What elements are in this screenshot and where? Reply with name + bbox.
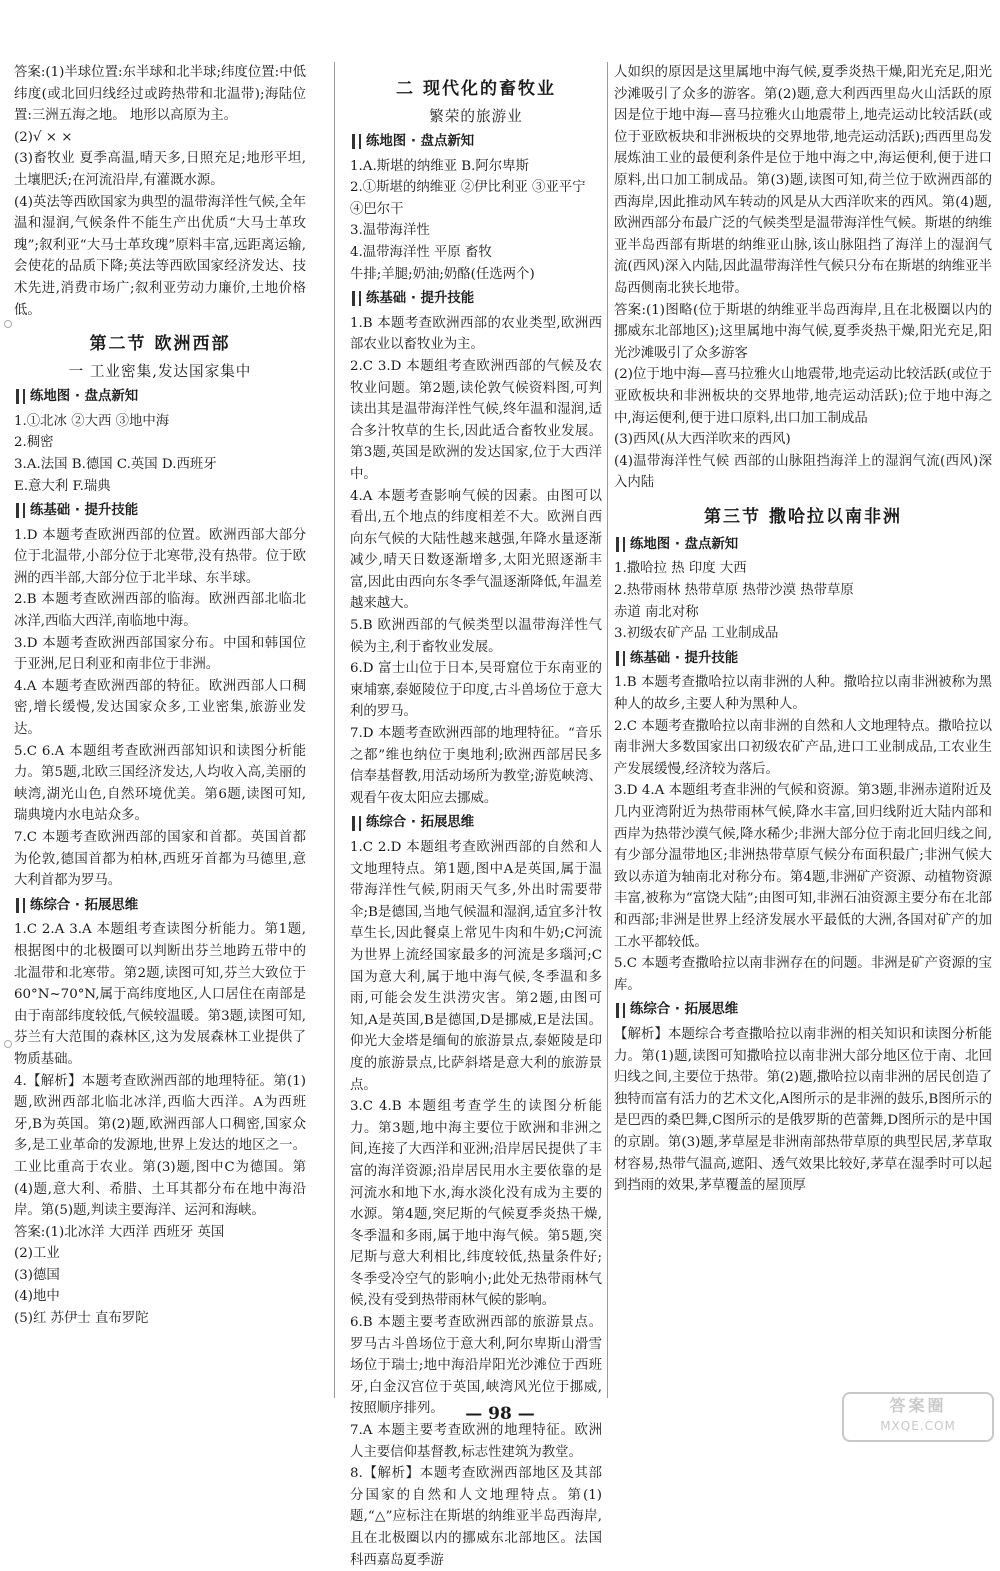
banner-label: 练地图 · 盘点新知 (366, 134, 475, 149)
text-line: 3.D 本题考查欧洲西部国家分布。中国和韩国位于亚洲,尼日利亚和南非位于非洲。 (14, 635, 306, 673)
text-line: 7.D 本题考查欧洲西部的地理特征。“音乐之都”维也纳位于奥地利;欧洲西部居民多信奉基督教,用活动场所为教堂;游览峡湾、观看午夜太阳应去挪威。 (350, 726, 602, 806)
banner-label: 练基础 · 提升技能 (630, 650, 739, 666)
text-line: (3)畜牧业 夏季高温,晴天多,日照充足;地形平坦,土壤肥沃;在河流沿岸,有灌溉水源。 (14, 151, 306, 188)
banner-basic-practice (14, 500, 306, 522)
watermark-text: 答案圈 (889, 1396, 947, 1415)
text-line: 赤道 南北对称 (614, 604, 699, 620)
text-line: 4.【解析】本题考查欧洲西部的地理特征。第(1)题,欧洲西部北临北冰洋,西临大西洋。A为西班牙,B为英国。第(2)题,欧洲西部人口稠密,国家众多,是工业革命的发源地,世界上发达的地区之一。工业比重高于农业。第(3)题,图中C为德国。第(4)题,意大利、希腊、土耳其都分布在地中海沿岸。第(5)题,判读主要海洋、运河和海峡。 (14, 1073, 306, 1219)
text-line: 2.热带雨林 热带草原 热带沙漠 热带草原 (614, 583, 854, 599)
basic-items (614, 672, 992, 996)
text-line: (2)位于地中海—喜马拉雅火山地震带,地壳运动比较活跃(或位于亚欧板块和非洲板块的交界地带,地壳运动活跃);位于地中海之中,海运便利,便于进口原料,出口加工制成品 (614, 367, 992, 426)
text-line: 5.C 本题考查撒哈拉以南非洲存在的问题。非洲是矿产资源的宝库。 (614, 956, 992, 993)
text-line: 3.初级农矿产品 工业制成品 (614, 626, 779, 642)
banner-map-practice (350, 131, 602, 153)
banner-label: 练基础 · 提升技能 (30, 503, 139, 519)
banner-basic-practice (614, 648, 992, 670)
text-line: 1.A.斯堪的纳维亚 B.阿尔卑斯 (350, 158, 529, 174)
text-line: 牛排;羊腿;奶油;奶酪(任选两个) (350, 266, 535, 282)
map-items (14, 411, 306, 497)
watermark-url: MXQE.COM (880, 1419, 956, 1433)
answer-block (14, 62, 306, 321)
text-line: 2.C 3.D 本题组考查欧洲西部的气候及农牧业问题。第2题,读伦敦气候资料图,可判读出其是温带海洋性气候,终年温和湿润,适合多汁牧草的生长,因此适合畜牧业发展。第3题,英国是欧洲的发达国家,位于大西洋中。 (350, 358, 602, 482)
text-line: 3.C 4.B 本题组考查学生的读图分析能力。第3题,地中海主要位于欧洲和非洲之间,连接了大西洋和亚洲;沿岸居民提供了丰富的海洋资源;沿岸居民用水主要依靠的是河流水和地下水,海水淡化没有成为主要的水源。第4题,突尼斯的气候夏季炎热干燥,冬季温和多雨,属于地中海气候。第5题,突尼斯与意大利相比,纬度较低,热量条件好;冬季受冷空气的影响小;此处无热带雨林气候,没有受到热带雨林气候的影响。 (350, 1099, 602, 1309)
text-line: 1.C 2.D 本题组考查欧洲西部的自然和人文地理特点。第1题,图中A是英国,属于温带海洋性气候,阴雨天气多,外出时需要带伞;B是德国,当地气候温和湿润,适宜多汁牧草生长,因此餐桌上常见牛肉和牛奶;C河流为世界上流经国家最多的河流是多瑙河;C国为意大利,属于地中海气候,冬季温和多雨,可能会发生洪涝灾害。第2题,由图可知,A是英国,B是德国,D是挪威,E是法国。仰光大金塔是缅甸的旅游景点,泰姬陵是印度的旅游景点,比萨斜塔是意大利的旅游景点。 (350, 840, 602, 1093)
text-line: 3.D 4.A 本题组考查非洲的气候和资源。第3题,非洲赤道附近及几内亚湾附近为热带雨林气候,降水丰富,回归线附近大陆内部和西岸为热带沙漠气候,降水稀少;非洲大部分位于南北回归线之间,有少部分温带地区;非洲热带草原气候分布面积最广;非洲气候大致以赤道为轴南北对称分布。第4题,非洲矿产资源、动植物资源丰富,被称为“富饶大陆”;由图可知,非洲石油资源主要分布在北部和西部;非洲是世界上经济发展水平最低的大洲,各国对矿产的加工水平都较低。 (614, 783, 992, 950)
banner-comprehensive-practice (350, 812, 602, 834)
watermark-logo (842, 1392, 994, 1442)
banner-comprehensive-practice (14, 895, 306, 917)
text-line: 4.温带海洋性 平原 畜牧 (350, 244, 492, 260)
text-line: 1.①北冰 ②大西 ③地中海 (14, 413, 170, 429)
page-number: — 98 — (465, 1404, 535, 1424)
text-line: 答案:(1)图略(位于斯堪的纳维亚半岛西海岸,且在北极圈以内的挪威东北部地区);这里属地中海气候,夏季炎热干燥,阳光充足,阳光沙滩吸引了众多游客 (614, 302, 992, 361)
text-line: 4.A 本题考查欧洲西部的特征。欧洲西部人口稠密,增长缓慢,发达国家众多,工业密集,旅游业发达。 (14, 678, 306, 738)
banner-label: 练综合 · 拓展思维 (30, 897, 139, 913)
text-line: (4)地中 (14, 1289, 60, 1305)
text-line: 4.A 本题考查影响气候的因素。由图可以看出,五个地点的纬度相差不大。欧洲自西向东气候的大陆性越来越强,年降水量逐渐减少,晴天日数逐渐增多,太阳光照逐渐丰富,因此由西向东冬季气温逐渐降低,年温差越来越大。 (350, 488, 602, 612)
text-line: (4)英法等西欧国家为典型的温带海洋性气候,全年温和湿润,气候条件不能生产出优质“大马士革玫瑰”;叙利亚“大马士革玫瑰”原料丰富,远距离运输,会使花的品质下降;英法等西欧国家经济发达、技术先进,消费市场广;叙利亚劳动力廉价,土地价格低。 (14, 194, 306, 318)
text-line: (2)√ × × (14, 129, 73, 145)
text-line: (2)工业 (14, 1246, 60, 1262)
banner-label: 练综合 · 拓展思维 (366, 815, 475, 831)
text-line: 2.①斯堪的纳维亚 ②伊比利亚 ③亚平宁 (350, 180, 586, 196)
text-line: 2.稠密 (14, 435, 54, 451)
text-line: 7.C 本题考查欧洲西部的国家和首都。英国首都为伦敦,德国首都为柏林,西班牙首都为马德里,意大利首都为罗马。 (14, 830, 306, 889)
subsection-title: 一 工业密集,发达国家集中 (68, 363, 252, 381)
text-line: E.意大利 F.瑞典 (14, 478, 111, 494)
basic-items (350, 313, 602, 810)
section-title: 第二节 欧洲西部 (89, 334, 231, 355)
text-line: 1.撒哈拉 热 印度 大西 (614, 561, 747, 577)
text-line: (3)德国 (14, 1267, 60, 1283)
text-line: ④巴尔干 (350, 201, 404, 217)
answer-block (14, 1222, 306, 1330)
text-line: 2.B 本题考查欧洲西部的临海。欧洲西部北临北冰洋,西临大西洋,南临地中海。 (14, 592, 306, 630)
column-divider-left (334, 62, 335, 1398)
text-line: 3.A.法国 B.德国 C.英国 D.西班牙 (14, 456, 217, 472)
text-line: 答案:(1)半球位置:东半球和北半球;纬度位置:中低纬度(或北回归线经过或跨热带和北温带);海陆位置:三洲五海之地。 地形以高原为主。 (14, 65, 306, 124)
banner-label: 练地图 · 盘点新知 (630, 536, 739, 552)
binding-hole-mark (4, 1040, 12, 1048)
text-line: (3)西风(从大西洋吹来的西风) (614, 432, 791, 448)
text-line: 1.D 本题考查欧洲西部的位置。欧洲西部大部分位于北温带,小部分位于北寒带,没有热带。位于欧洲的西半部,大部分位于北半球、东半球。 (14, 527, 306, 586)
text-line: 2.C 本题考查撒哈拉以南非洲的自然和人文地理特点。撒哈拉以南非洲大多数国家出口初级农矿产品,进口工业制成品,工农业生产发展缓慢,经济较为落后。 (614, 718, 992, 777)
column-2 (350, 62, 602, 1571)
banner-basic-practice (350, 288, 602, 310)
map-items (614, 558, 992, 644)
section-title: 二 现代化的畜牧业 (396, 79, 556, 99)
banner-label: 练地图 · 盘点新知 (30, 389, 139, 405)
text-line: 6.B 本题主要考查欧洲西部的旅游景点。罗马古斗兽场位于意大利,阿尔卑斯山滑雪场位于瑞士;地中海沿岸阳光沙滩位于西班牙,白金汉宫位于英国,峡湾风光位于挪威,按照顺序排列。 (350, 1315, 602, 1417)
binding-hole-mark (4, 320, 12, 328)
text-line: 人如织的原因是这里属地中海气候,夏季炎热干燥,阳光充足,阳光沙滩吸引了众多的游客。第(2)题,意大利西西里岛火山活跃的原因是位于地中海—喜马拉雅火山地震带上,地壳运动比较活跃(或位于亚欧板块和非洲板块的交界地带,地壳运动活跃);西西里岛发展炼油工业的最便利条件是位于地中海之中,海运便利,便于进口原料,出口加工制成品。第(3)题,读图可知,荷兰位于欧洲西部的西海岸,因此推动风车转动的风是从大西洋吹来的西风。第(4)题,欧洲西部分布最广泛的气候类型是温带海洋性气候。斯堪的纳维亚半岛西部有斯堪的纳维亚山脉,该山脉阻挡了海洋上的湿润气流(西风)深入内陆,因此温带海洋性气候只分布在斯堪的纳维亚半岛西侧南北狭长地带。 (614, 65, 992, 296)
continued-items (614, 62, 992, 494)
text-line: 5.B 欧洲西部的气候类型以温带海洋性气候为主,利于畜牧业发展。 (350, 618, 602, 655)
basic-items (14, 525, 306, 892)
banner-label: 练基础 · 提升技能 (366, 291, 475, 307)
banner-label: 练综合 · 拓展思维 (630, 1002, 739, 1018)
text-line: 【解析】本题综合考查撒哈拉以南非洲的相关知识和读图分析能力。第(1)题,读图可知撒哈拉以南非洲大部分地区位于南、北回归线之间,主要位于热带。第(2)题,撒哈拉以南非洲的居民创造了独特而富有活力的艺术文化,A图所示的是非洲的鼓乐,B图所示的是巴西的桑巴舞,C图所示的是俄罗斯的芭蕾舞,D图所示的是中国的京剧。第(3)题,茅草屋是非洲南部热带草原的典型民居,茅草取材容易,热带气温高,遮阳、透气效果比较好,茅草在湿季时可以起到挡雨的效果,茅草覆盖的屋顶厚 (614, 1026, 992, 1194)
text-line: 1.B 本题考查欧洲西部的农业类型,欧洲西部农业以畜牧业为主。 (350, 315, 602, 353)
text-line: (5)红 苏伊士 直布罗陀 (14, 1311, 149, 1327)
text-line: 8.【解析】本题考查欧洲西部地区及其部分国家的自然和人文地理特点。第(1)题,“△”应标注在斯堪的纳维亚半岛西海岸,且在北极圈以内的挪威东北部地区。法国科西嘉岛夏季游 (350, 1466, 602, 1568)
column-1 (14, 62, 306, 1330)
comprehensive-items (614, 1024, 992, 1197)
banner-map-practice (614, 534, 992, 556)
banner-comprehensive-practice (614, 999, 992, 1021)
text-line: 答案:(1)北冰洋 大西洋 西班牙 英国 (14, 1224, 225, 1240)
column-divider-right (607, 62, 608, 1398)
subsection-title: 繁荣的旅游业 (429, 108, 523, 125)
text-line: (4)温带海洋性气候 西部的山脉阻挡海洋上的湿润气流(西风)深入内陆 (614, 453, 992, 491)
section-title: 第三节 撒哈拉以南非洲 (704, 506, 902, 527)
text-line: 5.C 6.A 本题组考查欧洲西部知识和读图分析能力。第5题,北欧三国经济发达,人均收入高,美丽的峡湾,湖光山色,自然环境优美。第6题,读图可知,瑞典境内水电站众多。 (14, 743, 306, 824)
comprehensive-items (350, 837, 602, 1571)
text-line: 3.温带海洋性 (350, 223, 430, 239)
text-line: 1.B 本题考查撒哈拉以南非洲的人种。撒哈拉以南非洲被称为黑种人的故乡,主要人种为黑种人。 (614, 675, 992, 713)
text-line: 1.C 2.A 3.A 本题组考查读图分析能力。第1题,根据图中的北极圈可以判断出芬兰地跨五带中的北温带和北寒带。第2题,读图可知,芬兰大致位于60°N~70°N,属于高纬度地区,人口居住在南部是由于南部纬度较低,气候较温暖。第3题,读图可知,芬兰有大范围的森林区,这为发展森林工业提供了物质基础。 (14, 922, 306, 1067)
map-items (350, 156, 602, 286)
banner-map-practice (14, 386, 306, 408)
text-line: 6.D 富士山位于日本,吴哥窟位于东南亚的柬埔寨,泰姬陵位于印度,古斗兽场位于意大利的罗马。 (350, 661, 602, 720)
text-line: 7.A 本题主要考查欧洲的地理特征。欧洲人主要信仰基督教,标志性建筑为教堂。 (350, 1423, 602, 1460)
column-3 (614, 62, 992, 1197)
comprehensive-items (14, 919, 306, 1221)
